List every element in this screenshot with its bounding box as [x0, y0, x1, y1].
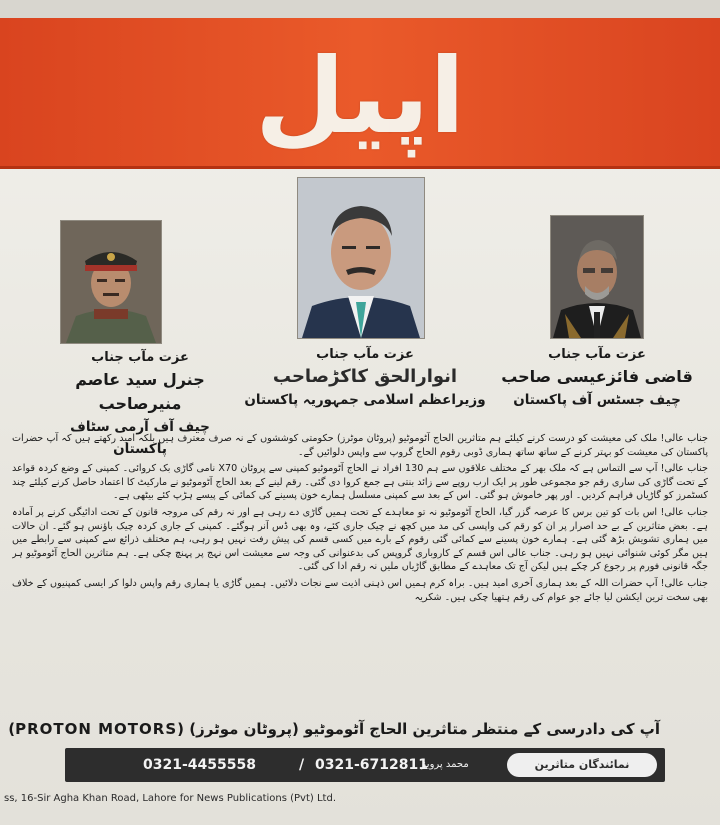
person-role: وزیراعظم اسلامی جمہوریہ پاکستان	[244, 392, 486, 408]
person-name: قاضی فائزعیسی صاحب	[501, 367, 693, 386]
person-role: چیف آف آرمی سٹاف پاکستان	[70, 419, 210, 457]
appeal-body	[12, 432, 708, 708]
phone-number-1: 0321-6712811	[315, 757, 428, 773]
contact-bar	[65, 748, 665, 782]
portrait-army-chief-image	[61, 221, 161, 343]
appeal-signature-line	[8, 714, 660, 744]
honorific: عزت مآب جناب	[548, 347, 646, 362]
phone-separator: /	[299, 757, 305, 773]
person-name: انوارالحق کاکڑصاحب	[272, 366, 458, 387]
portrait-prime-minister-image	[298, 178, 424, 338]
portrait-chief-justice-image	[551, 216, 643, 338]
body-paragraph: جناب عالی! آپ حضرات اللہ کے بعد ہماری آخری امید ہیں۔ براہ کرم ہمیں اس ذہنی اذیت سے نجات دلائیں۔ ہمیں گاڑی یا ہماری رقم واپس دلوا کر ایسی کمپنیوں کے خلاف بھی سخت ترین ایکشن لیا جائے جو عوام کی رقم ہتھیا چکی ہیں۔ شکریہ	[12, 577, 708, 603]
appeal-urdu-text: آپ کی دادرسی کے منتظر متاثرین الحاج آٹوموٹیو (پروٹان موٹرز)	[189, 720, 660, 738]
page-top-edge	[0, 0, 720, 19]
contact-name: محمد پرویز	[421, 759, 469, 770]
proton-motors-text: (PROTON MOTORS)	[8, 720, 185, 738]
person-name: جنرل سید عاصم منیرصاحب	[75, 370, 205, 413]
portrait-prime-minister	[297, 177, 425, 339]
representatives-label: نمائندگان متاثرین	[507, 753, 657, 777]
person-role: چیف جسٹس آف پاکستان	[513, 392, 681, 408]
appeal-banner	[0, 18, 720, 169]
body-paragraph: جناب عالی! ملک کی معیشت کو درست کرنے کیلئے ہم متاثرین الحاج آٹوموٹیو (پروٹان موٹرز) حکومتی کوششوں کے نہ صرف معترف ہیں بلکہ امید رکھتے ہیں کہ آپ حضرات پاکستان کی معیشت کو بہتر کرنے کے ساتھ ساتھ ہماری ڈوبی رقوم الحاج گروپ سے واپس دلوائیں گے۔	[12, 433, 708, 458]
honorific: عزت مآب جناب	[316, 347, 414, 362]
portrait-chief-justice	[550, 215, 644, 339]
caption-prime-minister	[240, 345, 490, 411]
body-paragraph: جناب عالی! آپ سے التماس ہے کہ ملک بھر کے مختلف علاقوں سے ہم 130 افراد نے الحاج آٹوموٹیو کمپنی سے پروٹان X70 نامی گاڑی بک کروائی۔ کمپنی کے وضع کردہ قواعد کے تحت گاڑی کی ساری رقم جو مجموعی طور پر ایک ارب روپے سے زائد بنتی ہے جمع کروا دی گئی۔ رقم لینے کے بعد الحاج آٹوموٹیو نے مارکیٹ کا اعتماد حاصل کرنے کیلئے چند کسٹمرز کو گاڑیاں فراہم کردیں۔ اور پھر خاموش ہو گئی۔ اس کے بعد سے کمپنی مسلسل ہمارے خون پسینے کی کمائی کے پیسے ہڑپ کئے بیٹھی ہے۔	[12, 463, 708, 502]
caption-chief-justice	[490, 345, 704, 411]
body-paragraph: جناب عالی! اس بات کو تین برس کا عرصہ گزر گیا، الحاج آٹوموٹیو نہ تو معاہدے کے تحت ہمیں گاڑی دے رہی ہے اور نہ رقم کی مروجہ قانون کے تحت ادائیگی کرنے پر آمادہ ہے۔ بعض متاثرین کے بے حد اصرار پر ان کو رقم کی واپسی کی مد میں کچھ نے چیک جاری کئے، وہ بھی ڈس آنر ہوگئے۔ کمپنی کے جاری کردہ چیک باؤنس ہو گئے۔ ان حالات میں ہماری تشویش بڑھ گئی ہے۔ ہمارے خون پسینے سے کمائی گئی رقوم کے بارے میں کسی قسم کی پیش رفت نہیں ہو رہی، ہم مختلف ذرائع سے کمپنی سے رابطے میں ہیں مگر کوئی شنوائی نہیں ہو رہی۔ جناب عالی اس قسم کے کاروباری گروپس کی بدعنوانی کی وجہ سے معیشت اس نہج پر پہنچ چکی ہے۔ ہم متاثرین الحاج آٹوموٹیو ہر جگہ قانونی فورم پر رجوع کر چکے ہیں لیکن آج تک معاہدے کے مطابق گاڑیاں ملیں نہ رقم ادا کی گئی۔	[12, 506, 708, 573]
phone-number-2: 0321-4455558	[143, 757, 256, 773]
portrait-army-chief	[60, 220, 162, 344]
banner-title: اپیل	[255, 35, 465, 157]
publisher-imprint: ss, 16-Sir Agha Khan Road, Lahore for News Publications (Pvt) Ltd.	[4, 793, 336, 804]
honorific: عزت مآب جناب	[91, 350, 189, 365]
